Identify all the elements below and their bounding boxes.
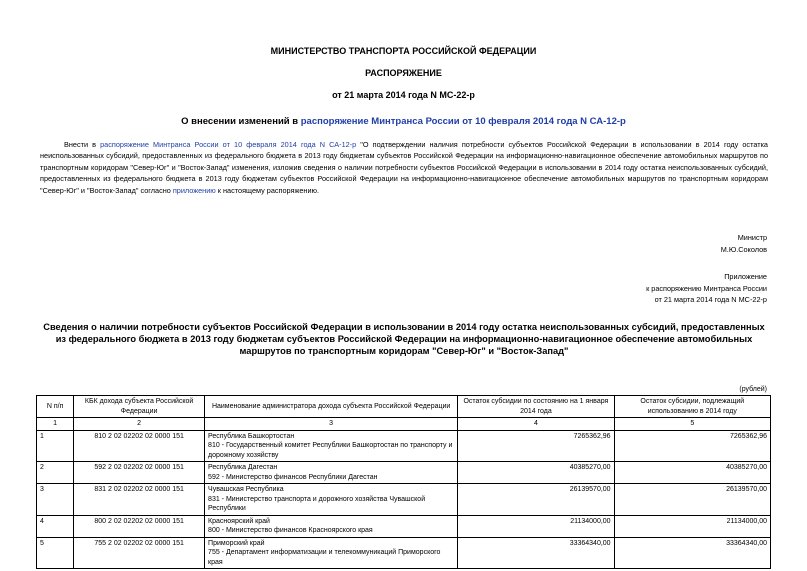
intro-text-3: к настоящему распоряжению. [215, 185, 320, 195]
table-row [37, 430, 771, 462]
cell-use: 26139570,00 [614, 484, 770, 516]
table-row [37, 515, 771, 537]
ministry-heading: МИНИСТЕРСТВО ТРАНСПОРТА РОССИЙСКОЙ ФЕДЕРАЦИИ [270, 46, 537, 56]
colnum-5: 5 [614, 418, 770, 431]
table-title: Сведения о наличии потребности субъектов Российской Федерации в использовании в 2014 году остатка неиспользованных субсидий, предоставленных из федерального бюджета в 2013 году бюджетам субъектов Российской Федерации на информационно-навигационное обеспечение автомобильных маршрутов по транспортным коридорам "Север-Юг" и "Восток-Запад" [43, 322, 765, 356]
cell-region: Красноярский край [208, 517, 270, 525]
subject-prefix: О внесении изменений в [181, 116, 301, 127]
cell-number: 2 [37, 462, 74, 484]
doc-date-number: от 21 марта 2014 года N МС-22-р [332, 90, 475, 100]
colnum-3: 3 [205, 418, 458, 431]
table-colnum-row [37, 418, 771, 431]
cell-use: 33364340,00 [614, 537, 770, 569]
cell-number: 1 [37, 430, 74, 462]
signature-position: Министр [737, 233, 767, 242]
cell-number: 5 [37, 537, 74, 569]
header-number: N п/п [37, 396, 74, 418]
cell-rest: 21134000,00 [458, 515, 614, 537]
cell-use: 7265362,96 [614, 430, 770, 462]
intro-text-2: "О подтверждении наличия потребности субъектов Российской Федерации в использовании в 2014 году остатка неиспользованных субсидий, предоставленных из федерального бюджета в 2013 году бюджетам субъектов Российской Федерации на информационно-навигационное обеспечение автомобильных маршрутов по транспортным коридорам "Север-Юг" и "Восток-Запад" изменения, изложив сведения о наличии потребности субъектов Российской Федерации в использовании в 2014 году остатка неиспользованных субсидий, предоставленных из федерального бюджета в 2013 году бюджетам субъектов Российской Федерации на информационно-навигационное обеспечение автомобильных маршрутов по транспортным коридорам "Север-Юг" и "Восток-Запад" согласно [40, 140, 768, 195]
intro-link-appendix[interactable]: приложению [172, 185, 216, 195]
cell-region: Приморский край [208, 539, 265, 547]
table-row [37, 484, 771, 516]
cell-admin-name: 592 - Министерство финансов Республики Дагестан [208, 473, 378, 481]
cell-region: Республика Башкортостан [208, 432, 295, 440]
subsidy-table [36, 395, 771, 569]
cell-admin [205, 537, 458, 569]
cell-admin [205, 462, 458, 484]
cell-admin-name: 810 - Государственный комитет Республики Башкортостан по транспорту и дорожному хозяйству [208, 442, 453, 459]
cell-admin-name: 755 - Департамент информатизации и телекоммуникаций Приморского края [208, 549, 441, 566]
appendix-line-2: к распоряжению Минтранса России [646, 283, 767, 293]
header-admin: Наименование администратора дохода субъекта Российской Федерации [205, 396, 458, 418]
cell-admin-name: 831 - Министерство транспорта и дорожного хозяйства Чувашской Республики [208, 495, 426, 512]
subject-link[interactable]: распоряжение Минтранса России от 10 февраля 2014 года N СА-12-р [300, 116, 626, 127]
appendix-line-3: от 21 марта 2014 года N МС-22-р [654, 295, 767, 304]
cell-region: Чувашская Республика [208, 486, 284, 493]
cell-number: 3 [37, 484, 74, 516]
cell-admin [205, 515, 458, 537]
colnum-1: 1 [37, 418, 74, 431]
signature-block [721, 232, 767, 255]
cell-rest: 26139570,00 [458, 484, 614, 516]
signature-name: М.Ю.Соколов [720, 244, 767, 254]
header-kbk: КБК дохода субъекта Российской Федерации [74, 396, 205, 418]
intro-link-order[interactable]: распоряжение Минтранса России от 10 февраля 2014 года N СА-12-р [100, 140, 357, 149]
cell-kbk: 755 2 02 02202 02 0000 151 [74, 537, 205, 569]
units-label: (рублей) [739, 386, 767, 393]
cell-kbk: 800 2 02 02202 02 0000 151 [74, 515, 205, 537]
table-header-row [37, 396, 771, 418]
cell-use: 40385270,00 [614, 462, 770, 484]
colnum-2: 2 [74, 418, 205, 431]
table-row [37, 462, 771, 484]
table-row [37, 537, 771, 569]
header-rest: Остаток субсидии по состоянию на 1 января 2014 года [458, 396, 614, 418]
cell-rest: 7265362,96 [458, 430, 614, 462]
header-use: Остаток субсидии, подлежащий использованию в 2014 году [614, 396, 770, 418]
colnum-4: 4 [458, 418, 614, 431]
cell-admin [205, 430, 458, 462]
appendix-block [646, 271, 767, 306]
doc-subject [0, 116, 807, 127]
cell-kbk: 810 2 02 02202 02 0000 151 [74, 430, 205, 462]
intro-text-1: Внести в [64, 140, 101, 149]
appendix-line-1: Приложение [724, 272, 767, 281]
cell-rest: 33364340,00 [458, 537, 614, 569]
cell-kbk: 831 2 02 02202 02 0000 151 [74, 484, 205, 516]
cell-admin [205, 484, 458, 516]
cell-number: 4 [37, 515, 74, 537]
doc-type-heading: РАСПОРЯЖЕНИЕ [365, 68, 442, 78]
intro-paragraph [40, 139, 768, 196]
cell-region: Республика Дагестан [208, 464, 278, 471]
cell-admin-name: 800 - Министерство финансов Красноярского края [208, 527, 373, 534]
cell-use: 21134000,00 [614, 515, 770, 537]
cell-rest: 40385270,00 [458, 462, 614, 484]
cell-kbk: 592 2 02 02202 02 0000 151 [74, 462, 205, 484]
